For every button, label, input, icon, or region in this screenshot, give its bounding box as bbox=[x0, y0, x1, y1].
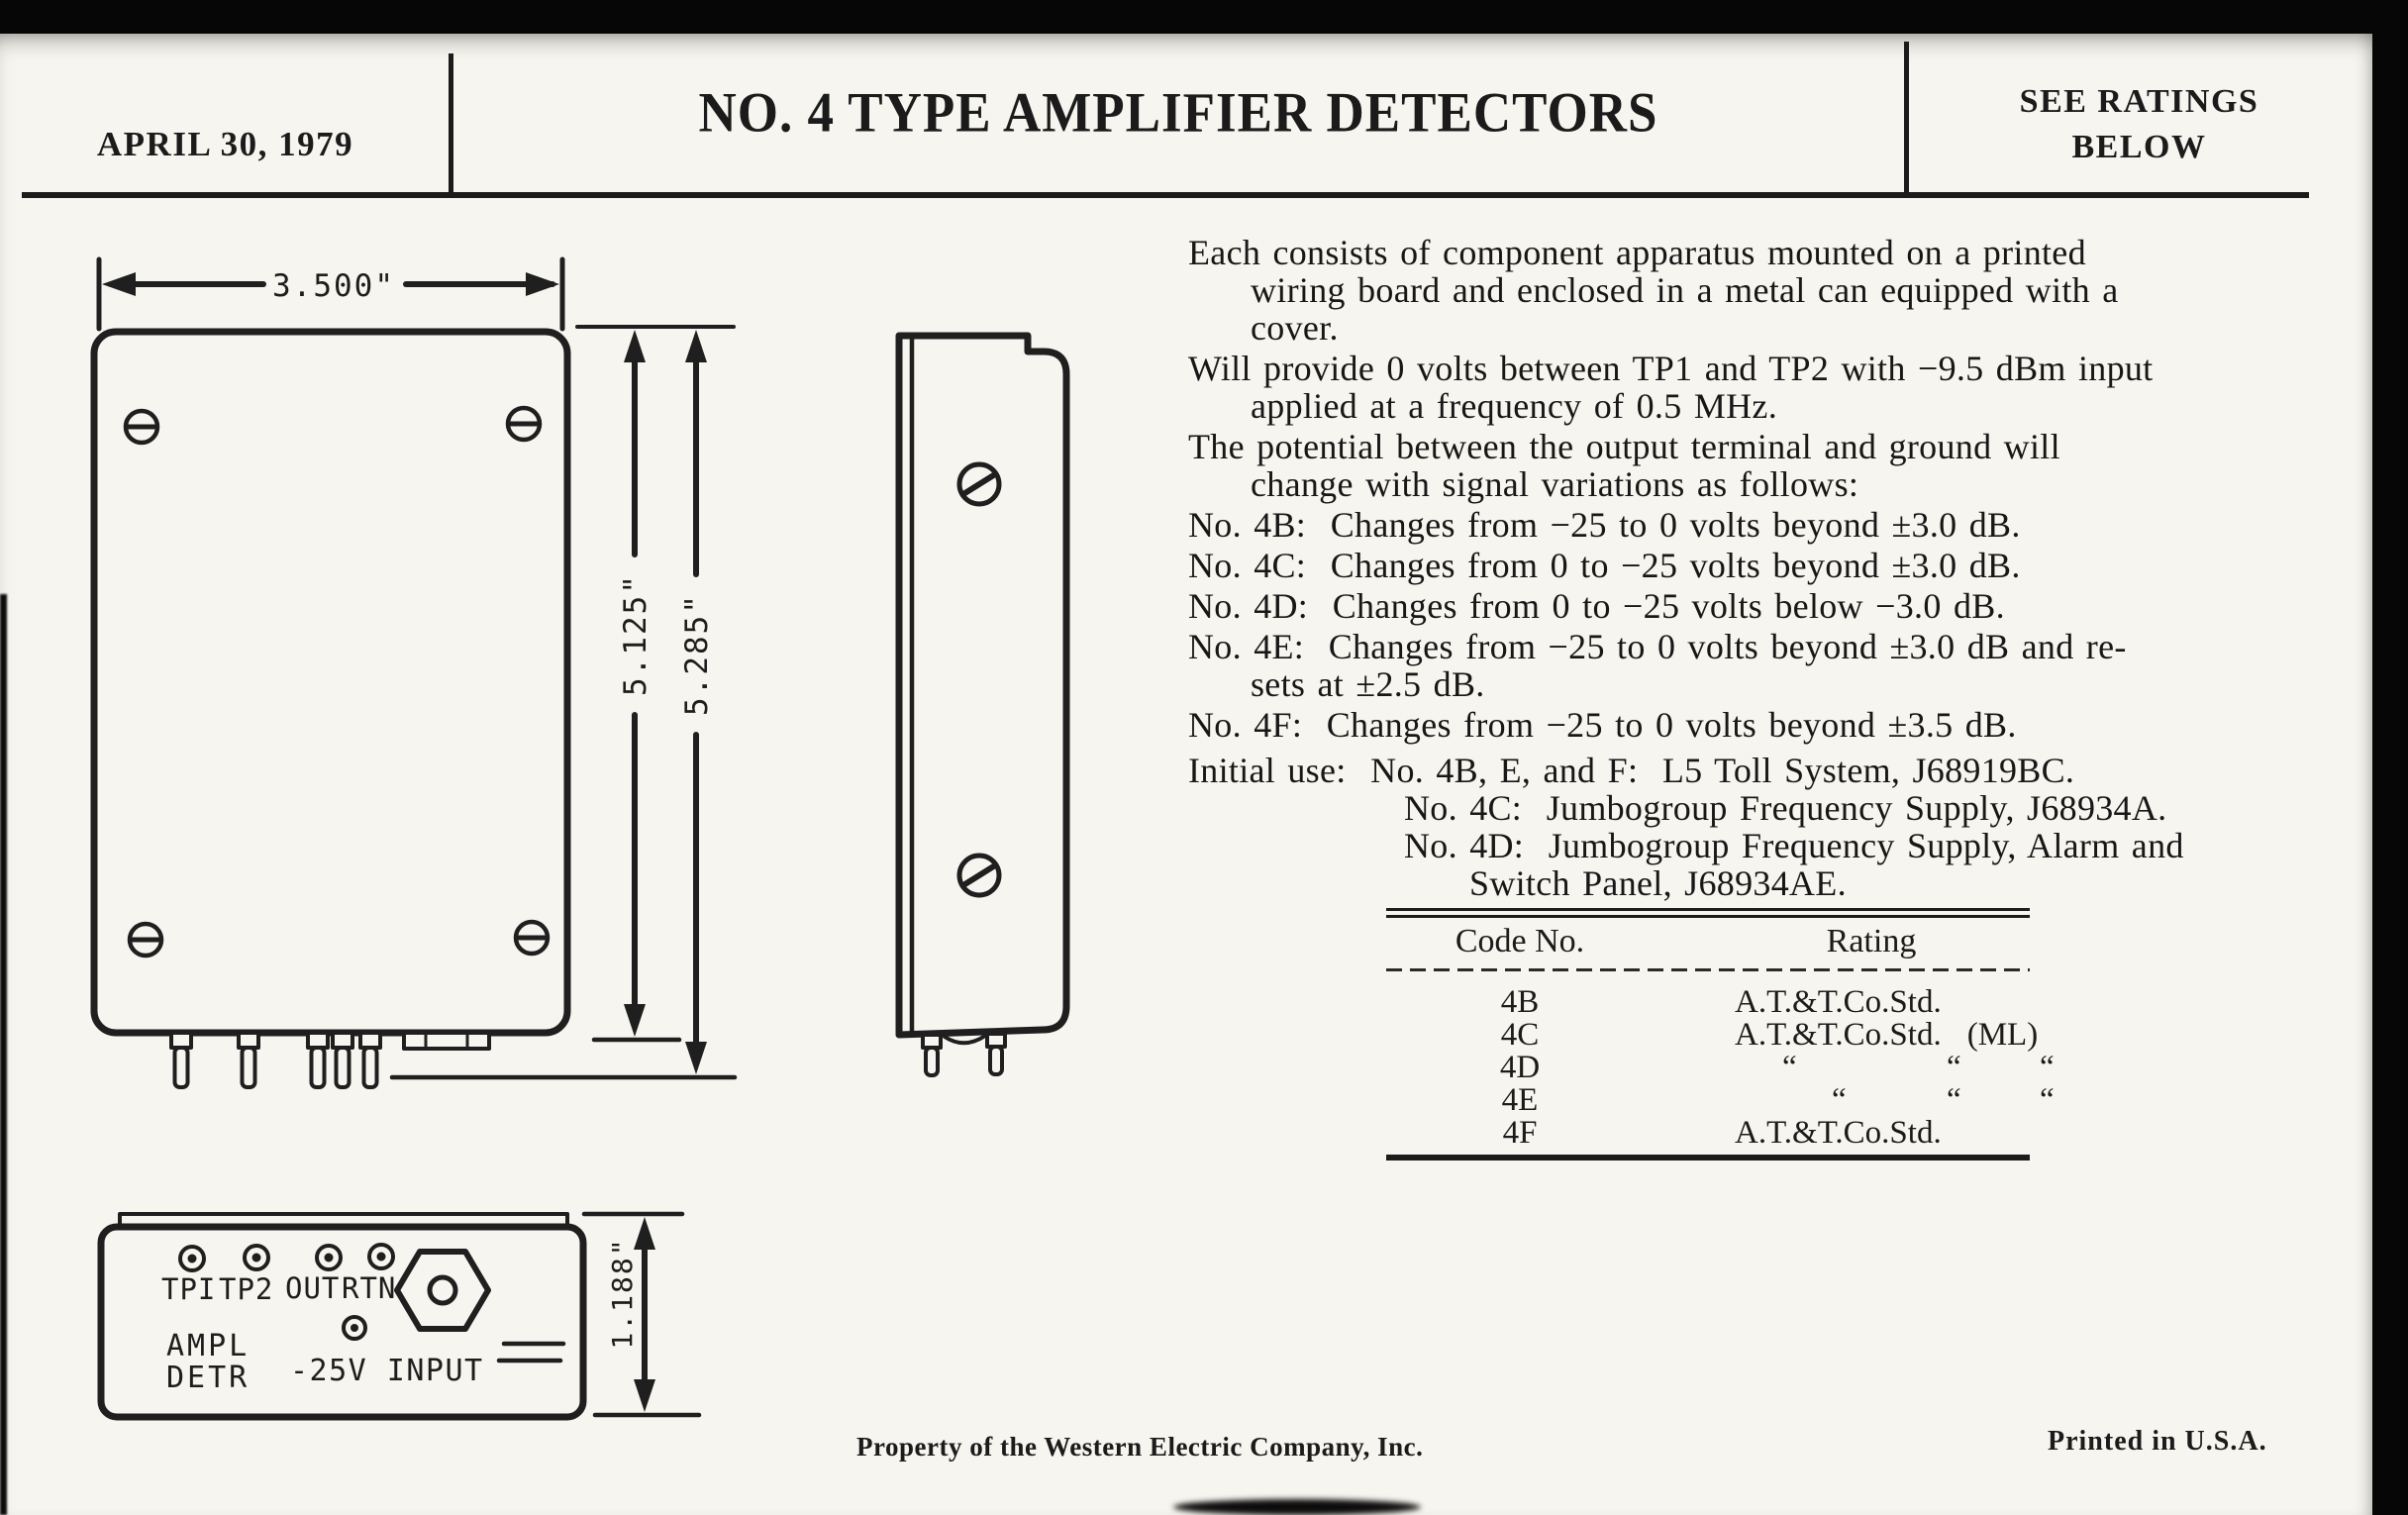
width-dimension bbox=[99, 259, 562, 329]
desc-line: No. 4E: Changes from −25 to 0 volts beyond ±3.0 dB and re- bbox=[1188, 627, 2127, 666]
side-can-outline bbox=[899, 336, 1066, 1035]
unit-label-ampl: AMPL bbox=[166, 1329, 251, 1364]
arrowhead-left bbox=[102, 272, 136, 296]
ratings-note bbox=[1906, 79, 2372, 170]
rating-cell: A.T.&T.Co.Std. bbox=[1735, 984, 1942, 1020]
arrowhead-right bbox=[526, 272, 559, 296]
table-header-code: Code No. bbox=[1455, 923, 1585, 960]
desc-line: change with signal variations as follows: bbox=[1251, 464, 1859, 504]
input-label: -25V INPUT bbox=[290, 1354, 484, 1388]
front-view-drawing bbox=[94, 259, 735, 1087]
table-bottom-rule bbox=[1386, 1155, 2030, 1161]
terminal-label-tp1: TPI bbox=[161, 1272, 217, 1306]
desc-line: sets at ±2.5 dB. bbox=[1251, 664, 1485, 704]
ditto-mark: “ bbox=[1947, 1050, 1961, 1085]
bottom-connector bbox=[404, 1033, 489, 1049]
desc-line: No. 4D: Jumbogroup Frequency Supply, Alarm and bbox=[1404, 826, 2184, 865]
unit-label-detr: DETR bbox=[166, 1361, 251, 1395]
scan-artifact-bottom-smudge bbox=[1173, 1499, 1421, 1515]
dimension-label-height-outer: 5.285" bbox=[679, 593, 715, 716]
footer-property-note: Property of the Western Electric Company, Inc. bbox=[856, 1432, 1424, 1462]
rating-cell: A.T.&T.Co.Std. bbox=[1735, 1115, 1942, 1151]
desc-line: wiring board and enclosed in a metal can equipped with a bbox=[1251, 270, 2119, 310]
arrowhead-up bbox=[685, 330, 707, 362]
technical-drawings bbox=[0, 208, 1188, 1515]
ditto-mark: “ bbox=[2040, 1082, 2055, 1118]
header-rule bbox=[22, 192, 2309, 198]
ratings-note-line1: SEE RATINGS bbox=[2019, 83, 2259, 120]
page-title: NO. 4 TYPE AMPLIFIER DETECTORS bbox=[698, 81, 1658, 145]
desc-line: cover. bbox=[1251, 308, 1339, 348]
scan-artifact-top-band bbox=[0, 0, 2408, 34]
bottom-view-drawing bbox=[101, 1214, 699, 1417]
terminal-label-out: OUT bbox=[285, 1271, 341, 1305]
document-date: APRIL 30, 1979 bbox=[96, 125, 354, 163]
hex-nut bbox=[397, 1252, 488, 1329]
desc-line: Each consists of component apparatus mounted on a printed bbox=[1188, 233, 2086, 272]
table-row bbox=[1386, 1117, 2030, 1150]
dimension-label-height-inner: 5.125" bbox=[618, 573, 653, 696]
terminal-pins bbox=[923, 1034, 1005, 1075]
table-row bbox=[1386, 1017, 2039, 1053]
code-cell: 4C bbox=[1500, 1017, 1540, 1053]
table-header-rating: Rating bbox=[1826, 923, 1917, 960]
header-divider-right bbox=[1904, 42, 1909, 193]
height-dimension-bottom-view bbox=[584, 1214, 699, 1415]
table-row bbox=[1386, 986, 2030, 1019]
code-cell: 4F bbox=[1502, 1115, 1538, 1151]
desc-line: No. 4C: Jumbogroup Frequency Supply, J68934A. bbox=[1404, 788, 2167, 828]
desc-line: applied at a frequency of 0.5 MHz. bbox=[1251, 386, 1778, 426]
table-top-rule bbox=[1386, 908, 2030, 911]
arrowhead-down bbox=[624, 1004, 646, 1037]
ditto-mark: “ bbox=[2040, 1050, 2055, 1085]
desc-line: Switch Panel, J68934AE. bbox=[1469, 863, 1847, 903]
table-header-row bbox=[1386, 923, 2030, 964]
description-text-block bbox=[1188, 234, 2372, 902]
height-dimension-outer bbox=[679, 330, 715, 1074]
rating-text: A.T.&T.Co.Std. bbox=[1735, 1017, 1942, 1053]
ratings-note-line2: BELOW bbox=[2071, 129, 2207, 165]
arrowhead-down bbox=[685, 1042, 707, 1074]
table-row bbox=[1386, 1082, 2055, 1118]
terminal-label-rtn: RTN bbox=[342, 1271, 397, 1305]
dimension-label-width: 3.500" bbox=[272, 268, 395, 304]
table-body bbox=[1386, 984, 2055, 1151]
desc-line: No. 4B: Changes from −25 to 0 volts beyond ±3.0 dB. bbox=[1188, 505, 2021, 545]
desc-line: The potential between the output terminal and ground will bbox=[1188, 427, 2060, 466]
side-view-drawing bbox=[899, 336, 1066, 1075]
height-dimension-inner bbox=[618, 330, 653, 1037]
desc-line: No. 4D: Changes from 0 to −25 volts below −3.0 dB. bbox=[1188, 586, 2005, 626]
arrowhead-up bbox=[624, 330, 646, 362]
scan-artifact-right-band bbox=[2372, 0, 2408, 1515]
desc-line: Initial use: No. 4B, E, and F: L5 Toll System, J68919BC. bbox=[1188, 751, 2075, 790]
ditto-mark: “ bbox=[1782, 1050, 1797, 1085]
dimension-label-height: 1.188" bbox=[606, 1237, 639, 1350]
desc-line: No. 4F: Changes from −25 to 0 volts beyond ±3.5 dB. bbox=[1188, 705, 2017, 745]
front-can-outline bbox=[94, 332, 567, 1033]
table-header-rule bbox=[1386, 968, 2030, 971]
table-row bbox=[1386, 1050, 2055, 1085]
terminal-pins bbox=[171, 1033, 380, 1087]
footer-printed-note: Printed in U.S.A. bbox=[2048, 1426, 2267, 1457]
rating-suffix: (ML) bbox=[1966, 1017, 2039, 1053]
ditto-mark: “ bbox=[1947, 1082, 1961, 1118]
desc-line: Will provide 0 volts between TP1 and TP2 with −9.5 dBm input bbox=[1188, 349, 2154, 388]
code-cell: 4E bbox=[1501, 1082, 1539, 1118]
arrowhead-down bbox=[634, 1379, 655, 1412]
ratings-table bbox=[1386, 895, 2055, 1182]
rating-cell bbox=[1735, 1019, 2038, 1052]
code-cell: 4B bbox=[1500, 984, 1540, 1020]
ditto-mark: “ bbox=[1832, 1082, 1847, 1118]
table-top-rule-2 bbox=[1386, 915, 2030, 918]
header-divider-left bbox=[449, 53, 453, 195]
code-cell: 4D bbox=[1499, 1050, 1541, 1085]
desc-line: No. 4C: Changes from 0 to −25 volts beyond ±3.0 dB. bbox=[1188, 546, 2021, 585]
terminal-label-tp2: TP2 bbox=[219, 1272, 274, 1306]
